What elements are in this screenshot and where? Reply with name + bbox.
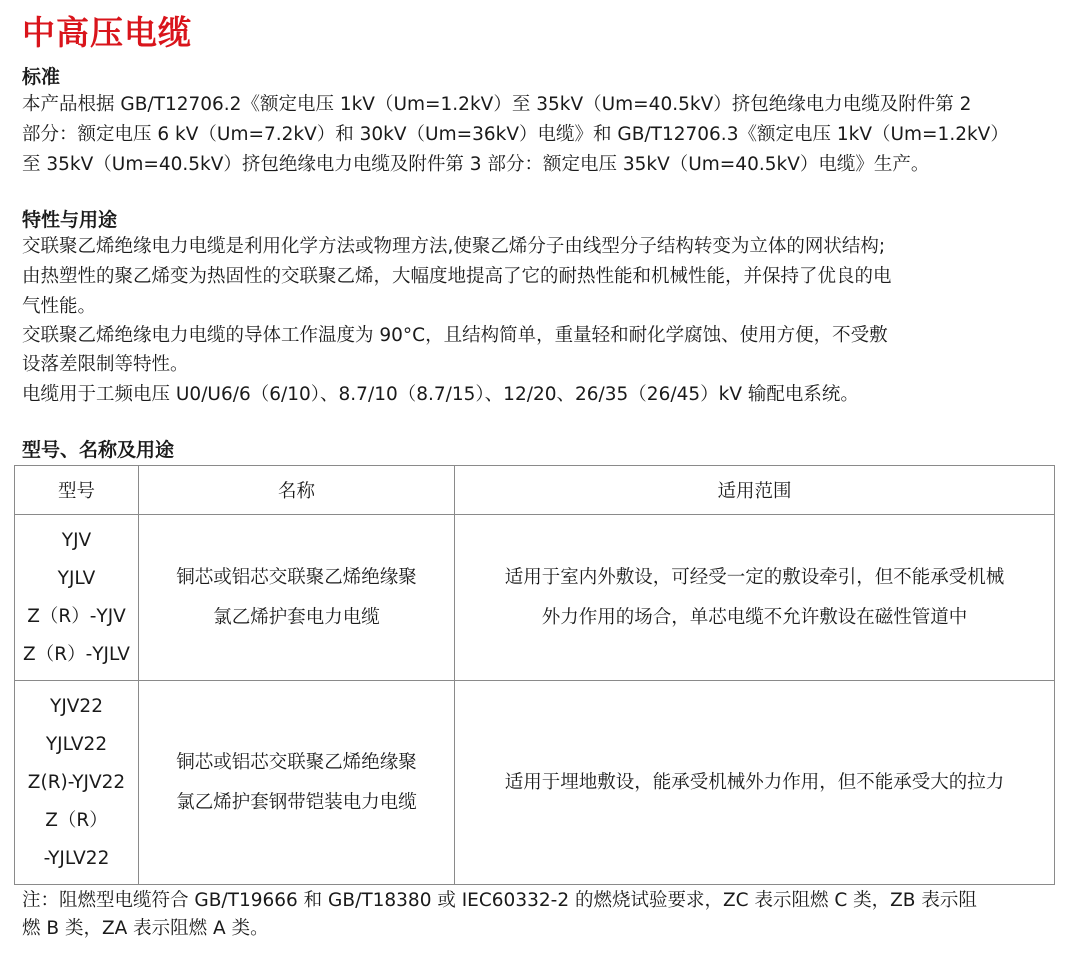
model-code: Z（R）-YJV bbox=[27, 605, 126, 627]
models-heading: 型号、名称及用途 bbox=[22, 439, 175, 461]
features-line: 交联聚乙烯绝缘电力电缆的导体工作温度为 90°C，且结构简单，重量轻和耐化学腐蚀、使用方便，不受敷 bbox=[22, 325, 888, 346]
features-line: 设落差限制等特性。 bbox=[22, 354, 189, 375]
features-heading: 特性与用途 bbox=[22, 209, 118, 231]
model-code: Z（R） bbox=[45, 809, 108, 831]
scope-line: 适用于室内外敷设，可经受一定的敷设牵引，但不能承受机械 bbox=[504, 566, 1005, 588]
note-line: 燃 B 类，ZA 表示阻燃 A 类。 bbox=[22, 918, 269, 939]
model-code: Z（R）-YJLV bbox=[23, 643, 130, 665]
model-code: YJLV bbox=[57, 567, 96, 589]
standard-line: 至 35kV（Um=40.5kV）挤包绝缘电力电缆及附件第 3 部分：额定电压 35kV（Um=40.5kV）电缆》生产。 bbox=[22, 154, 930, 175]
model-cell bbox=[15, 515, 139, 681]
cable-name-line: 铜芯或铝芯交联聚乙烯绝缘聚 bbox=[176, 566, 417, 588]
table-row bbox=[15, 515, 1055, 681]
header-name: 名称 bbox=[139, 466, 455, 515]
header-scope: 适用范围 bbox=[455, 466, 1055, 515]
features-line: 交联聚乙烯绝缘电力电缆是利用化学方法或物理方法,使聚乙烯分子由线型分子结构转变为立体的网状结构; bbox=[22, 236, 886, 257]
scope-cell bbox=[455, 681, 1055, 885]
note-line: 注：阻燃型电缆符合 GB/T19666 和 GB/T18380 或 IEC60332-2 的燃烧试验要求，ZC 表示阻燃 C 类，ZB 表示阻 bbox=[22, 890, 977, 911]
cable-name-line: 铜芯或铝芯交联聚乙烯绝缘聚 bbox=[176, 751, 417, 773]
model-code: YJV22 bbox=[50, 695, 103, 717]
cable-name-line: 氯乙烯护套电力电缆 bbox=[213, 606, 380, 628]
standard-heading: 标准 bbox=[22, 66, 61, 88]
features-line: 气性能。 bbox=[22, 296, 97, 317]
model-code: Z(R)-YJV22 bbox=[27, 771, 126, 793]
model-code: -YJLV22 bbox=[43, 847, 110, 869]
scope-cell bbox=[455, 515, 1055, 681]
model-table bbox=[14, 465, 1055, 885]
name-cell bbox=[139, 515, 455, 681]
standard-line: 本产品根据 GB/T12706.2《额定电压 1kV（Um=1.2kV）至 35kV（Um=40.5kV）挤包绝缘电力电缆及附件第 2 bbox=[22, 94, 972, 115]
name-cell bbox=[139, 681, 455, 885]
standard-line: 部分：额定电压 6 kV（Um=7.2kV）和 30kV（Um=36kV）电缆》和 GB/T12706.3《额定电压 1kV（Um=1.2kV） bbox=[22, 124, 1009, 145]
scope-line: 适用于埋地敷设，能承受机械外力作用，但不能承受大的拉力 bbox=[504, 771, 1005, 793]
page-title: 中高压电缆 bbox=[22, 13, 192, 52]
model-code: YJLV22 bbox=[45, 733, 108, 755]
header-model: 型号 bbox=[15, 466, 139, 515]
table-row bbox=[15, 681, 1055, 885]
features-line: 由热塑性的聚乙烯变为热固性的交联聚乙烯，大幅度地提高了它的耐热性能和机械性能，并保持了优良的电 bbox=[22, 266, 892, 287]
features-line: 电缆用于工频电压 U0/U6/6（6/10）、8.7/10（8.7/15）、12/20、26/35（26/45）kV 输配电系统。 bbox=[22, 384, 859, 405]
model-code: YJV bbox=[61, 529, 92, 551]
model-cell bbox=[15, 681, 139, 885]
cable-name-line: 氯乙烯护套钢带铠装电力电缆 bbox=[176, 791, 417, 813]
table-header-row bbox=[15, 466, 1055, 515]
scope-line: 外力作用的场合，单芯电缆不允许敷设在磁性管道中 bbox=[541, 606, 968, 628]
